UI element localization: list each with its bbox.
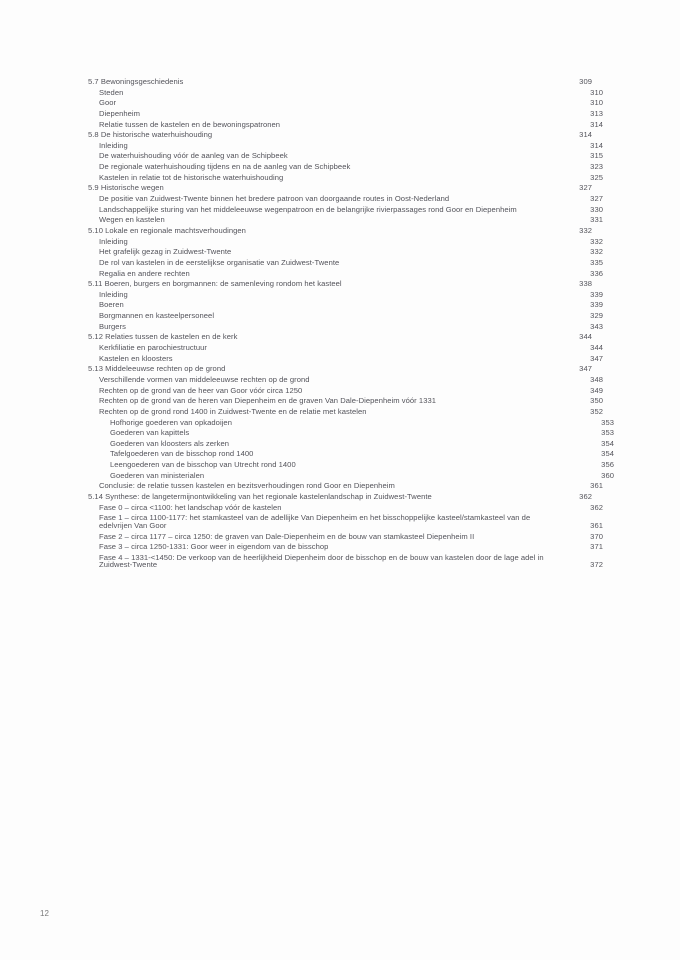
toc-entry[interactable] [88, 376, 603, 384]
toc-entry-title: Goederen van kapittels [110, 428, 190, 438]
toc-entry-page: 327 [579, 183, 592, 193]
toc-entry-title: De regionale waterhuishouding tijdens en na de aanleg van de Schipbeek [99, 162, 351, 172]
toc-entry-page: 350 [590, 396, 603, 406]
toc-entry[interactable] [88, 280, 592, 288]
toc-entry-page: 331 [590, 215, 603, 225]
toc-entry-title: 5.9 Historische wegen [88, 183, 164, 193]
toc-entry[interactable] [88, 238, 603, 246]
toc-entry-title: Inleiding [99, 289, 128, 299]
toc-entry-title: Borgmannen en kasteelpersoneel [99, 311, 215, 321]
toc-entry-title: Rechten op de grond rond 1400 in Zuidwest-Twente en de relatie met kastelen [99, 406, 367, 416]
toc-entry-page: 330 [590, 204, 603, 214]
toc-entry[interactable] [88, 493, 592, 501]
toc-entry-title: Fase 3 – circa 1250-1331: Goor weer in eigendom van de bisschop [99, 542, 329, 552]
toc-entry-title: Diepenheim [99, 108, 141, 118]
toc-entry-title: Goederen van kloosters als zerken [110, 438, 229, 448]
toc-entry-page: 371 [590, 542, 603, 552]
toc-entry[interactable] [88, 554, 603, 569]
toc-entry[interactable] [88, 131, 592, 139]
toc-entry[interactable] [88, 291, 603, 299]
toc-entry-title: Landschappelijke sturing van het middeleeuwse wegenpatroon en de belangrijke rivierpassages rond Goor en Diepenheim [99, 204, 517, 214]
toc-entry[interactable] [88, 408, 603, 416]
toc-entry[interactable] [88, 195, 603, 203]
toc-entry-title: Conclusie: de relatie tussen kastelen en bezitsverhoudingen rond Goor en Diepenheim [99, 481, 395, 491]
toc-entry-page: 338 [579, 279, 592, 289]
toc-entry[interactable] [88, 270, 603, 278]
toc-entry-title: Kerkfiliatie en parochiestructuur [99, 343, 208, 353]
toc-entry-title: Fase 0 – circa <1100: het landschap vóór de kastelen [99, 502, 282, 512]
toc-entry-title: Wegen en kastelen [99, 215, 165, 225]
toc-entry[interactable] [88, 365, 592, 373]
toc-entry-page: 336 [590, 268, 603, 278]
page-folio-number: 12 [40, 909, 49, 918]
toc-entry-title: Steden [99, 87, 124, 97]
toc-entry[interactable] [88, 99, 603, 107]
toc-entry[interactable] [88, 344, 603, 352]
toc-entry-title: Het grafelijk gezag in Zuidwest-Twente [99, 247, 232, 257]
toc-entry-page: 361 [590, 520, 603, 530]
toc-entry-title: Inleiding [99, 236, 128, 246]
toc-entry[interactable] [88, 152, 603, 160]
toc-entry-page: 314 [590, 119, 603, 129]
toc-entry[interactable] [88, 387, 603, 395]
toc-entry-title: Goor [99, 98, 117, 108]
toc-entry-page: 332 [590, 247, 603, 257]
toc-entry-title: Tafelgoederen van de bisschop rond 1400 [110, 449, 254, 459]
toc-entry-page: 314 [579, 130, 592, 140]
toc-entry-title: 5.13 Middeleeuwse rechten op de grond [88, 364, 226, 374]
toc-entry[interactable] [88, 419, 614, 427]
toc-entry-title: 5.12 Relaties tussen de kastelen en de kerk [88, 332, 238, 342]
toc-entry-page: 370 [590, 531, 603, 541]
toc-entry[interactable] [88, 248, 603, 256]
toc-entry[interactable] [88, 259, 603, 267]
toc-entry-title: 5.8 De historische waterhuishouding [88, 130, 213, 140]
toc-entry-page: 343 [590, 321, 603, 331]
toc-entry-page: 347 [590, 353, 603, 363]
toc-entry-title: Rechten op de grond van de heer van Goor vóór circa 1250 [99, 385, 303, 395]
toc-entry-page: 310 [590, 87, 603, 97]
toc-entry[interactable] [88, 440, 614, 448]
toc-entry[interactable] [88, 323, 603, 331]
toc-entry[interactable] [88, 533, 603, 541]
toc-entry[interactable] [88, 461, 614, 469]
toc-entry-title: Rechten op de grond van de heren van Diepenheim en de graven Van Dale-Diepenheim vóór 1331 [99, 396, 437, 406]
toc-entry-page: 344 [590, 343, 603, 353]
toc-entry[interactable] [88, 184, 592, 192]
toc-entry-page: 315 [590, 151, 603, 161]
toc-entry[interactable] [88, 504, 603, 512]
toc-entry-title: Leengoederen van de bisschop van Utrecht rond 1400 [110, 460, 296, 470]
toc-entry-title: Burgers [99, 321, 126, 331]
toc-entry[interactable] [88, 227, 592, 235]
toc-entry-page: 309 [579, 77, 592, 86]
toc-entry-title: Kastelen en kloosters [99, 353, 173, 363]
toc-entry-page: 354 [601, 438, 614, 448]
toc-entry-title: Boeren [99, 300, 124, 310]
toc-entry-page: 353 [601, 417, 614, 427]
toc-entry[interactable] [88, 312, 603, 320]
toc-entry-page: 327 [590, 194, 603, 204]
toc-entry-title: Inleiding [99, 140, 128, 150]
toc-entry-title: Relatie tussen de kastelen en de bewoningspatronen [99, 119, 281, 129]
toc-entry-page: 335 [590, 257, 603, 267]
toc-entry-page: 313 [590, 108, 603, 118]
toc-entry-page: 339 [590, 300, 603, 310]
toc-entry-page: 352 [590, 406, 603, 416]
toc-entry-title: De rol van kastelen in de eerstelijkse organisatie van Zuidwest-Twente [99, 257, 340, 267]
toc-entry[interactable] [88, 216, 603, 224]
toc-entry-page: 314 [590, 140, 603, 150]
toc-entry-page: 349 [590, 385, 603, 395]
toc-entry-page: 356 [601, 460, 614, 470]
toc-entry[interactable] [88, 333, 592, 341]
toc-entry[interactable] [88, 142, 603, 150]
toc-entry-page: 362 [579, 491, 592, 501]
toc-entry-page: 332 [579, 225, 592, 235]
table-of-contents [88, 77, 614, 570]
toc-entry[interactable] [88, 450, 614, 458]
toc-entry[interactable] [88, 397, 603, 405]
toc-entry[interactable] [88, 174, 603, 182]
toc-entry-page: 354 [601, 449, 614, 459]
toc-entry-title: De waterhuishouding vóór de aanleg van de Schipbeek [99, 151, 288, 161]
toc-entry-page: 360 [601, 470, 614, 480]
toc-entry[interactable] [88, 429, 614, 437]
toc-entry-title: Fase 1 – circa 1100-1177: het stamkasteel van de adellijke Van Diepenheim en het bisschoppelijke kasteel/stamkasteel van de edelvrijen Van Goor [99, 513, 531, 530]
toc-entry[interactable] [88, 355, 603, 363]
toc-entry-page: 353 [601, 428, 614, 438]
toc-entry-title: Fase 4 – 1331-<1450: De verkoop van de heerlijkheid Diepenheim door de bisschop en de bouw van kastelen door de lage adel in Zuidwest-Twente [99, 552, 544, 570]
toc-entry-title: De positie van Zuidwest-Twente binnen het bredere patroon van doorgaande routes in Oost-Nederland [99, 194, 450, 204]
toc-entry[interactable] [88, 543, 603, 551]
toc-entry[interactable] [88, 78, 592, 86]
toc-entry[interactable] [88, 110, 603, 118]
toc-entry-title: Regalia en andere rechten [99, 268, 190, 278]
toc-entry[interactable] [88, 482, 603, 490]
toc-entry-page: 332 [590, 236, 603, 246]
toc-entry-title: Verschillende vormen van middeleeuwse rechten op de grond [99, 374, 310, 384]
toc-entry[interactable] [88, 121, 603, 129]
toc-entry-page: 372 [590, 560, 603, 570]
toc-entry-title: 5.7 Bewoningsgeschiedenis [88, 77, 184, 86]
toc-entry-title: Fase 2 – circa 1177 – circa 1250: de graven van Dale-Diepenheim en de bouw van stamkasteel Diepenheim II [99, 531, 475, 541]
toc-entry-page: 339 [590, 289, 603, 299]
toc-entry-title: 5.14 Synthese: de langetermijnontwikkeling van het regionale kastelenlandschap in Zuidwest-Twente [88, 491, 432, 501]
toc-entry-page: 329 [590, 311, 603, 321]
toc-entry[interactable] [88, 472, 614, 480]
toc-entry-title: 5.10 Lokale en regionale machtsverhoudingen [88, 225, 246, 235]
toc-entry-page: 325 [590, 172, 603, 182]
toc-entry-page: 361 [590, 481, 603, 491]
toc-entry[interactable] [88, 301, 603, 309]
toc-entry-page: 362 [590, 502, 603, 512]
toc-entry[interactable] [88, 89, 603, 97]
toc-entry[interactable] [88, 206, 603, 214]
toc-entry-page: 344 [579, 332, 592, 342]
toc-entry-page: 323 [590, 162, 603, 172]
toc-entry-page: 347 [579, 364, 592, 374]
toc-entry-page: 310 [590, 98, 603, 108]
toc-entry-page: 348 [590, 374, 603, 384]
toc-entry-title: Kastelen in relatie tot de historische waterhuishouding [99, 172, 284, 182]
toc-entry-title: Goederen van ministerialen [110, 470, 205, 480]
toc-entry[interactable] [88, 163, 603, 171]
toc-entry-title: Hofhorige goederen van opkadoijen [110, 417, 232, 427]
toc-entry[interactable] [88, 514, 603, 529]
toc-entry-title: 5.11 Boeren, burgers en borgmannen: de samenleving rondom het kasteel [88, 279, 342, 289]
